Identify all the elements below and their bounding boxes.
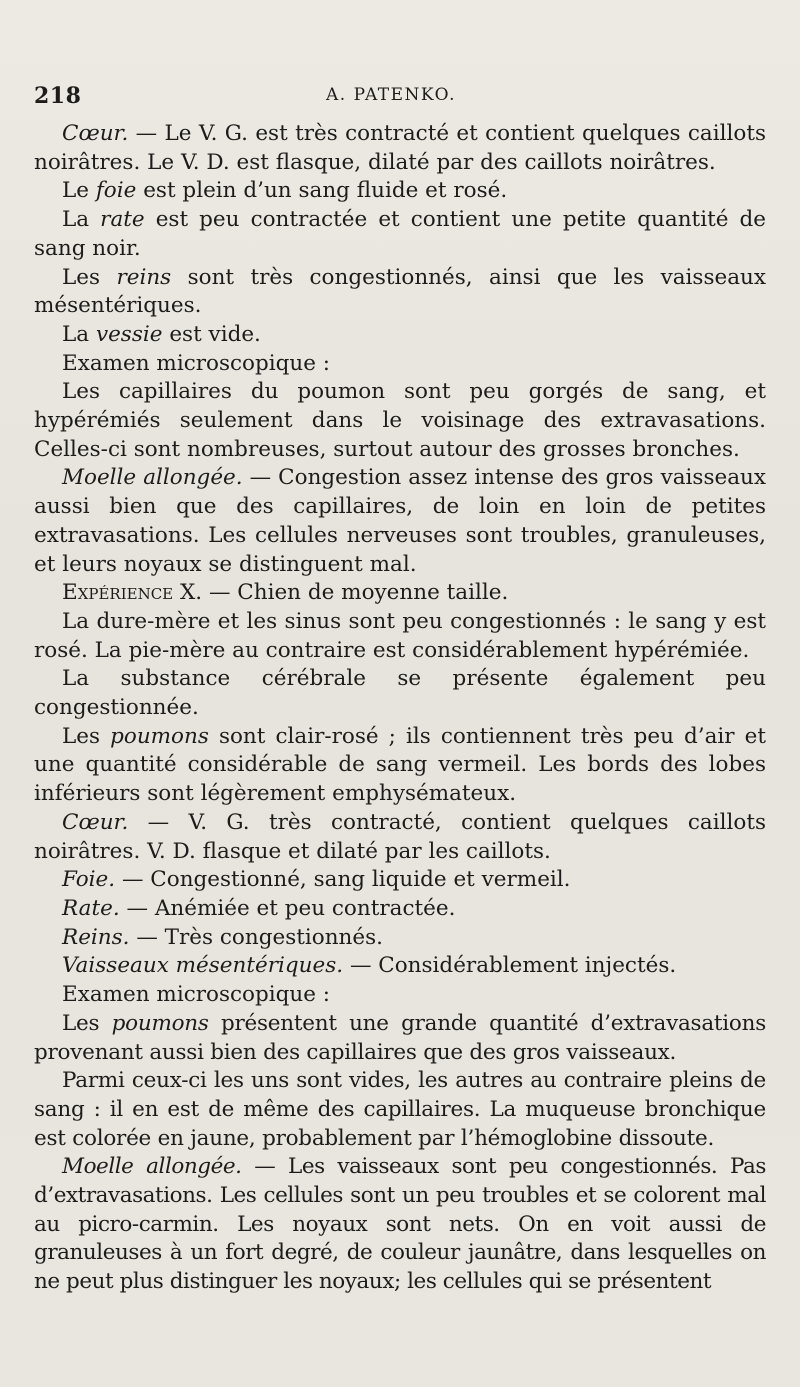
running-head: A. PATENKO. — [326, 85, 457, 105]
paragraph — [34, 895, 766, 924]
paragraph-text: sont clair-rosé ; ils contiennent très peu d’air et une quantité considérable de sang vermeil. Les bords des lobes inférieurs sont légèrement emphysémateux. — [34, 723, 766, 807]
paragraph-lead: Vaisseaux mésentériques. — [62, 953, 344, 979]
paragraph — [34, 866, 766, 895]
paragraph — [34, 809, 766, 866]
paragraph — [34, 924, 766, 953]
paragraph-text: — Congestion assez intense des gros vaisseaux aussi bien que des capillaires, de loin en loin de petites extravasations. Les cellules nerveuses sont troubles, granuleuses, et leurs noyaux se distinguent mal. — [34, 465, 766, 577]
paragraph-text: La — [62, 207, 101, 233]
paragraph: Les capillaires du poumon sont peu gorgés de sang, et hypérémiés seulement dans le voisinage des extravasations. Celles-ci sont nombreuses, surtout autour des grosses bronches. — [34, 379, 766, 462]
paragraph-text: sont très congestionnés, ainsi que les vaisseaux mésentériques. — [34, 264, 767, 319]
paragraph — [34, 952, 766, 981]
paragraph-emphasis: foie — [95, 178, 137, 204]
paragraph-text: — Congestionné, sang liquide et vermeil. — [115, 867, 571, 893]
paragraph-text: — V. G. très contracté, contient quelques caillots noirâtres. V. D. flasque et dilaté par les caillots. — [34, 809, 766, 864]
paragraph-text: est vide. — [162, 321, 261, 347]
section-heading: Examen microscopique : — [62, 982, 331, 1008]
paragraph-text: — Les vaisseaux sont peu congestionnés. Pas d’extravasations. Les cellules sont un peu troubles et se colorent mal au picro-carmin. Les noyaux sont nets. On en voit aussi de granuleuses à un fort degré, de couleur jaunâtre, dans lesquelles on ne peut plus distinguer les noyaux; les cellules qui se présentent — [34, 1154, 767, 1295]
paragraph-emphasis: rate — [100, 207, 145, 233]
paragraph-text: est plein d’un sang fluide et rosé. — [136, 178, 508, 204]
paragraph — [34, 464, 766, 579]
section-heading: Examen microscopique : — [62, 350, 331, 376]
paragraph-lead: Rate. — [62, 895, 120, 921]
paragraph-text: Les — [62, 723, 111, 749]
paragraph — [34, 1010, 766, 1067]
paragraph-lead: Reins. — [62, 924, 130, 950]
paragraph — [34, 321, 766, 350]
paragraph — [34, 206, 766, 263]
paragraph-text: Le — [62, 178, 96, 204]
paragraph-text: — Anémiée et peu contractée. — [119, 895, 456, 921]
paragraph-text: La — [62, 321, 96, 347]
paragraph-text: — Considérablement injectés. — [343, 953, 677, 979]
paragraph-lead: Cœur. — [62, 809, 129, 835]
experiment-label: Expérience — [62, 580, 174, 606]
page-body — [34, 120, 766, 1297]
paragraph-text: — Très congestionnés. — [129, 924, 383, 950]
paragraph-lead: Moelle allongée. — [62, 1154, 242, 1180]
page-number: 218 — [34, 83, 82, 109]
paragraph — [34, 723, 766, 809]
paragraph-text: — Le V. G. est très contracté et contient quelques caillots noirâtres. Le V. D. est flasque, dilaté par des caillots noirâtres. — [34, 121, 766, 175]
paragraph-emphasis: reins — [116, 264, 172, 290]
paragraph-text: est peu contractée et contient une petite quantité de sang noir. — [34, 207, 766, 261]
paragraph-text: Les — [62, 1010, 112, 1036]
page-header — [34, 83, 764, 113]
paragraph: La substance cérébrale se présente également peu congestionnée. — [34, 666, 766, 721]
paragraph — [34, 264, 766, 321]
paragraph — [34, 177, 766, 206]
paragraph-emphasis: vessie — [95, 321, 163, 347]
paragraph-emphasis: poumons — [110, 723, 209, 749]
paragraph-text: X. — Chien de moyenne taille. — [173, 580, 509, 606]
paragraph: La dure-mère et les sinus sont peu congestionnés : le sang y est rosé. La pie-mère au contraire est considérablement hypérémiée. — [34, 608, 766, 663]
paragraph-text: Les — [62, 264, 117, 290]
paragraph-lead: Foie. — [62, 867, 116, 893]
paragraph-lead: Cœur. — [62, 121, 129, 146]
paragraph — [34, 120, 766, 177]
paragraph-text: présentent une grande quantité d’extravasations provenant aussi bien des capillaires que des gros vaisseaux. — [34, 1010, 766, 1065]
paragraph-emphasis: poumons — [111, 1010, 209, 1036]
paragraph-lead: Moelle allongée. — [62, 465, 243, 491]
paragraph: Parmi ceux-ci les uns sont vides, les autres au contraire pleins de sang : il en est de même des capillaires. La muqueuse bronchique est colorée en jaune, probablement par l’hémoglobine dissoute. — [34, 1068, 766, 1151]
experiment-heading — [34, 579, 766, 608]
paragraph — [34, 1153, 766, 1297]
